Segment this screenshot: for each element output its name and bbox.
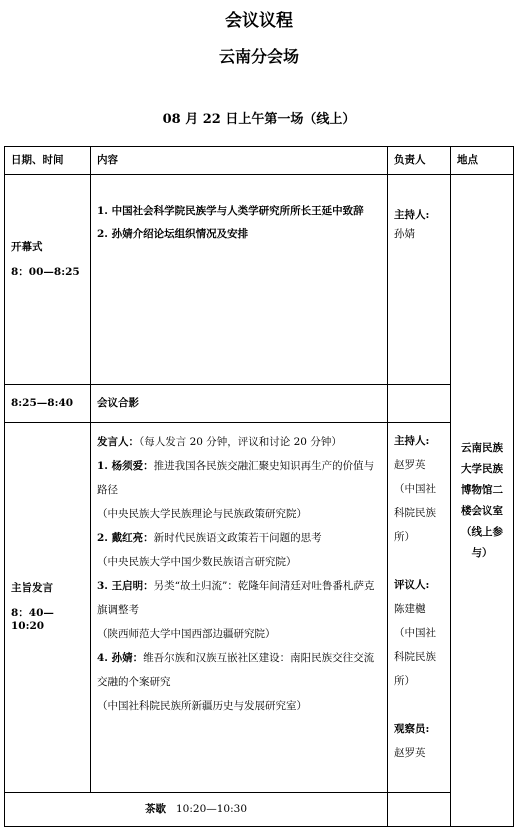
table-row bbox=[5, 423, 514, 793]
speaker-topic: 维吾尔族和汉族互嵌社区建设：南阳民族交往交流交融的个案研究 bbox=[97, 652, 375, 688]
speaker-note: （每人发言 20 分钟，评议和讨论 20 分钟） bbox=[139, 436, 342, 448]
speaker-name: 4. 孙婧： bbox=[97, 652, 144, 664]
time-cell bbox=[5, 175, 91, 385]
location-cell: 云南民族大学民族博物馆二楼会议室（线上参与） bbox=[451, 175, 514, 827]
agenda-item: 1. 中国社会科学院民族学与人类学研究所所长王延中致辞 bbox=[97, 205, 364, 217]
break-cell bbox=[5, 793, 388, 827]
session-time: 8：00—8:25 bbox=[11, 266, 80, 279]
column-header-time: 日期、时间 bbox=[5, 147, 91, 175]
content-cell bbox=[91, 423, 388, 793]
speaker-entry bbox=[97, 646, 381, 694]
content-cell bbox=[91, 175, 388, 385]
speaker-entry bbox=[97, 574, 381, 622]
host-name: 孙婧 bbox=[394, 228, 415, 241]
session-heading: 08 月 22 日上午第一场（线上） bbox=[162, 112, 356, 127]
speaker-name: 2. 戴红亮： bbox=[97, 532, 154, 544]
observer-name: 赵罗英 bbox=[394, 747, 426, 759]
time-cell: 8:25—8:40 bbox=[5, 385, 91, 423]
speaker-affiliation: （中央民族大学民族理论与民族政策研究院） bbox=[97, 508, 307, 520]
speaker-topic: 另类“故土归流”：乾隆年间清廷对吐鲁番札萨克旗调整考 bbox=[97, 580, 375, 616]
table-header-row bbox=[5, 147, 514, 175]
responsible-cell bbox=[388, 423, 451, 793]
speaker-topic: 推进我国各民族交融汇聚史知识再生产的价值与路径 bbox=[97, 460, 375, 496]
speaker-entry bbox=[97, 526, 381, 550]
speaker-entry bbox=[97, 454, 381, 502]
session-label: 开幕式 bbox=[11, 241, 43, 253]
break-label: 茶歇 bbox=[144, 802, 166, 815]
table-row bbox=[5, 385, 514, 423]
reviewer-name: 陈建樾（中国社科院民族所） bbox=[394, 603, 436, 687]
speaker-topic: 新时代民族语文政策若干问题的思考 bbox=[153, 532, 322, 544]
table-row bbox=[5, 175, 514, 385]
table-row bbox=[5, 793, 514, 827]
content-cell: 会议合影 bbox=[91, 385, 388, 423]
speaker-name: 1. 杨须爱： bbox=[97, 460, 154, 472]
speaker-label: 发言人： bbox=[97, 436, 139, 448]
host-name: 赵罗英（中国社科院民族所） bbox=[394, 459, 436, 543]
column-header-responsible: 负责人 bbox=[388, 147, 451, 175]
speaker-affiliation: （中国社科院民族所新疆历史与发展研究室） bbox=[97, 700, 307, 712]
agenda-table bbox=[4, 146, 514, 827]
speaker-affiliation: （中央民族大学中国少数民族语言研究院） bbox=[97, 556, 297, 568]
page-subtitle: 云南分会场 bbox=[218, 47, 299, 66]
reviewer-label: 评议人: bbox=[394, 579, 430, 591]
session-label: 主旨发言 bbox=[11, 581, 53, 594]
time-cell bbox=[5, 423, 91, 793]
session-time: 8：40—10:20 bbox=[11, 606, 54, 633]
speaker-name: 3. 王启明： bbox=[97, 580, 154, 592]
break-time: 10:20—10:30 bbox=[175, 802, 248, 815]
column-header-location: 地点 bbox=[451, 147, 514, 175]
responsible-cell bbox=[388, 175, 451, 385]
page-title: 会议议程 bbox=[225, 11, 293, 31]
column-header-content: 内容 bbox=[91, 147, 388, 175]
responsible-cell bbox=[388, 793, 451, 827]
observer-label: 观察员: bbox=[394, 723, 430, 735]
speaker-affiliation: （陕西师范大学中国西部边疆研究院） bbox=[97, 628, 276, 640]
host-label: 主持人: bbox=[394, 435, 430, 447]
host-label: 主持人: bbox=[394, 209, 430, 221]
agenda-item: 2. 孙婧介绍论坛组织情况及安排 bbox=[97, 228, 249, 241]
responsible-cell bbox=[388, 385, 451, 423]
